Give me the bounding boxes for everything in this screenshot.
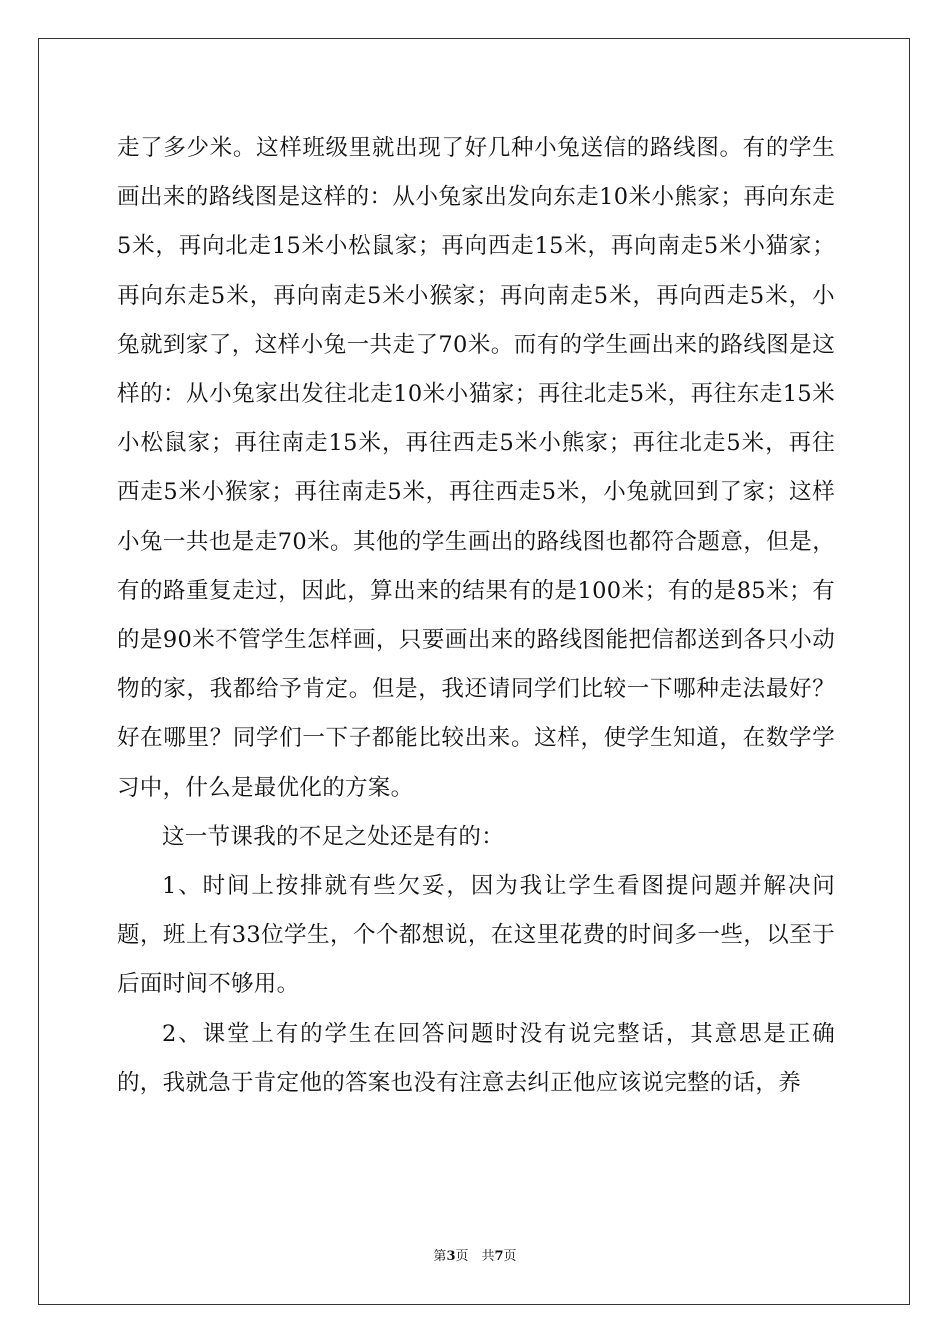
page-footer (0, 1245, 950, 1264)
paragraph-1: 走了多少米。这样班级里就出现了好几种小兔送信的路线图。有的学生画出来的路线图是这样的：从小兔家出发向东走10米小熊家；再向东走5米，再向北走15米小松鼠家；再向西走15米，再向南走5米小猫家；再向东走5米，再向南走5米小猴家；再向南走5米，再向西走5米，小兔就到家了，这样小兔一共走了70米。而有的学生画出来的路线图是这样的：从小兔家出发往北走10米小猫家；再往北走5米，再往东走15米小松鼠家；再往南走15米，再往西走5米小熊家；再往北走5米，再往西走5米小猴家；再往南走5米，再往西走5米，小兔就回到了家；这样小兔一共也是走70米。其他的学生画出的路线图也都符合题意，但是，有的路重复走过，因此，算出来的结果有的是100米；有的是85米；有的是90米不管学生怎样画，只要画出来的路线图能把信都送到各只小动物的家，我都给予肯定。但是，我还请同学们比较一下哪种走法最好？好在哪里？同学们一下子都能比较出来。这样，使学生知道，在数学学习中，什么是最优化的方案。 (117, 135, 835, 801)
page-current: 3 (446, 1249, 456, 1264)
page-mid: 页 共 (455, 1249, 495, 1264)
document-body (117, 124, 835, 1108)
paragraph-4: 2、课堂上有的学生在回答问题时没有说完整话，其意思是正确的，我就急于肯定他的答案也没有注意去纠正他应该说完整的话，养 (117, 1020, 835, 1096)
page-total: 7 (494, 1249, 504, 1264)
page-prefix: 第 (433, 1249, 447, 1264)
page-suffix: 页 (503, 1249, 517, 1264)
paragraph-3: 1、时间上按排就有些欠妥，因为我让学生看图提问题并解决问题，班上有33位学生，个个都想说，在这里花费的时间多一些，以至于后面时间不够用。 (117, 873, 835, 998)
paragraph-2: 这一节课我的不足之处还是有的： (162, 823, 505, 850)
